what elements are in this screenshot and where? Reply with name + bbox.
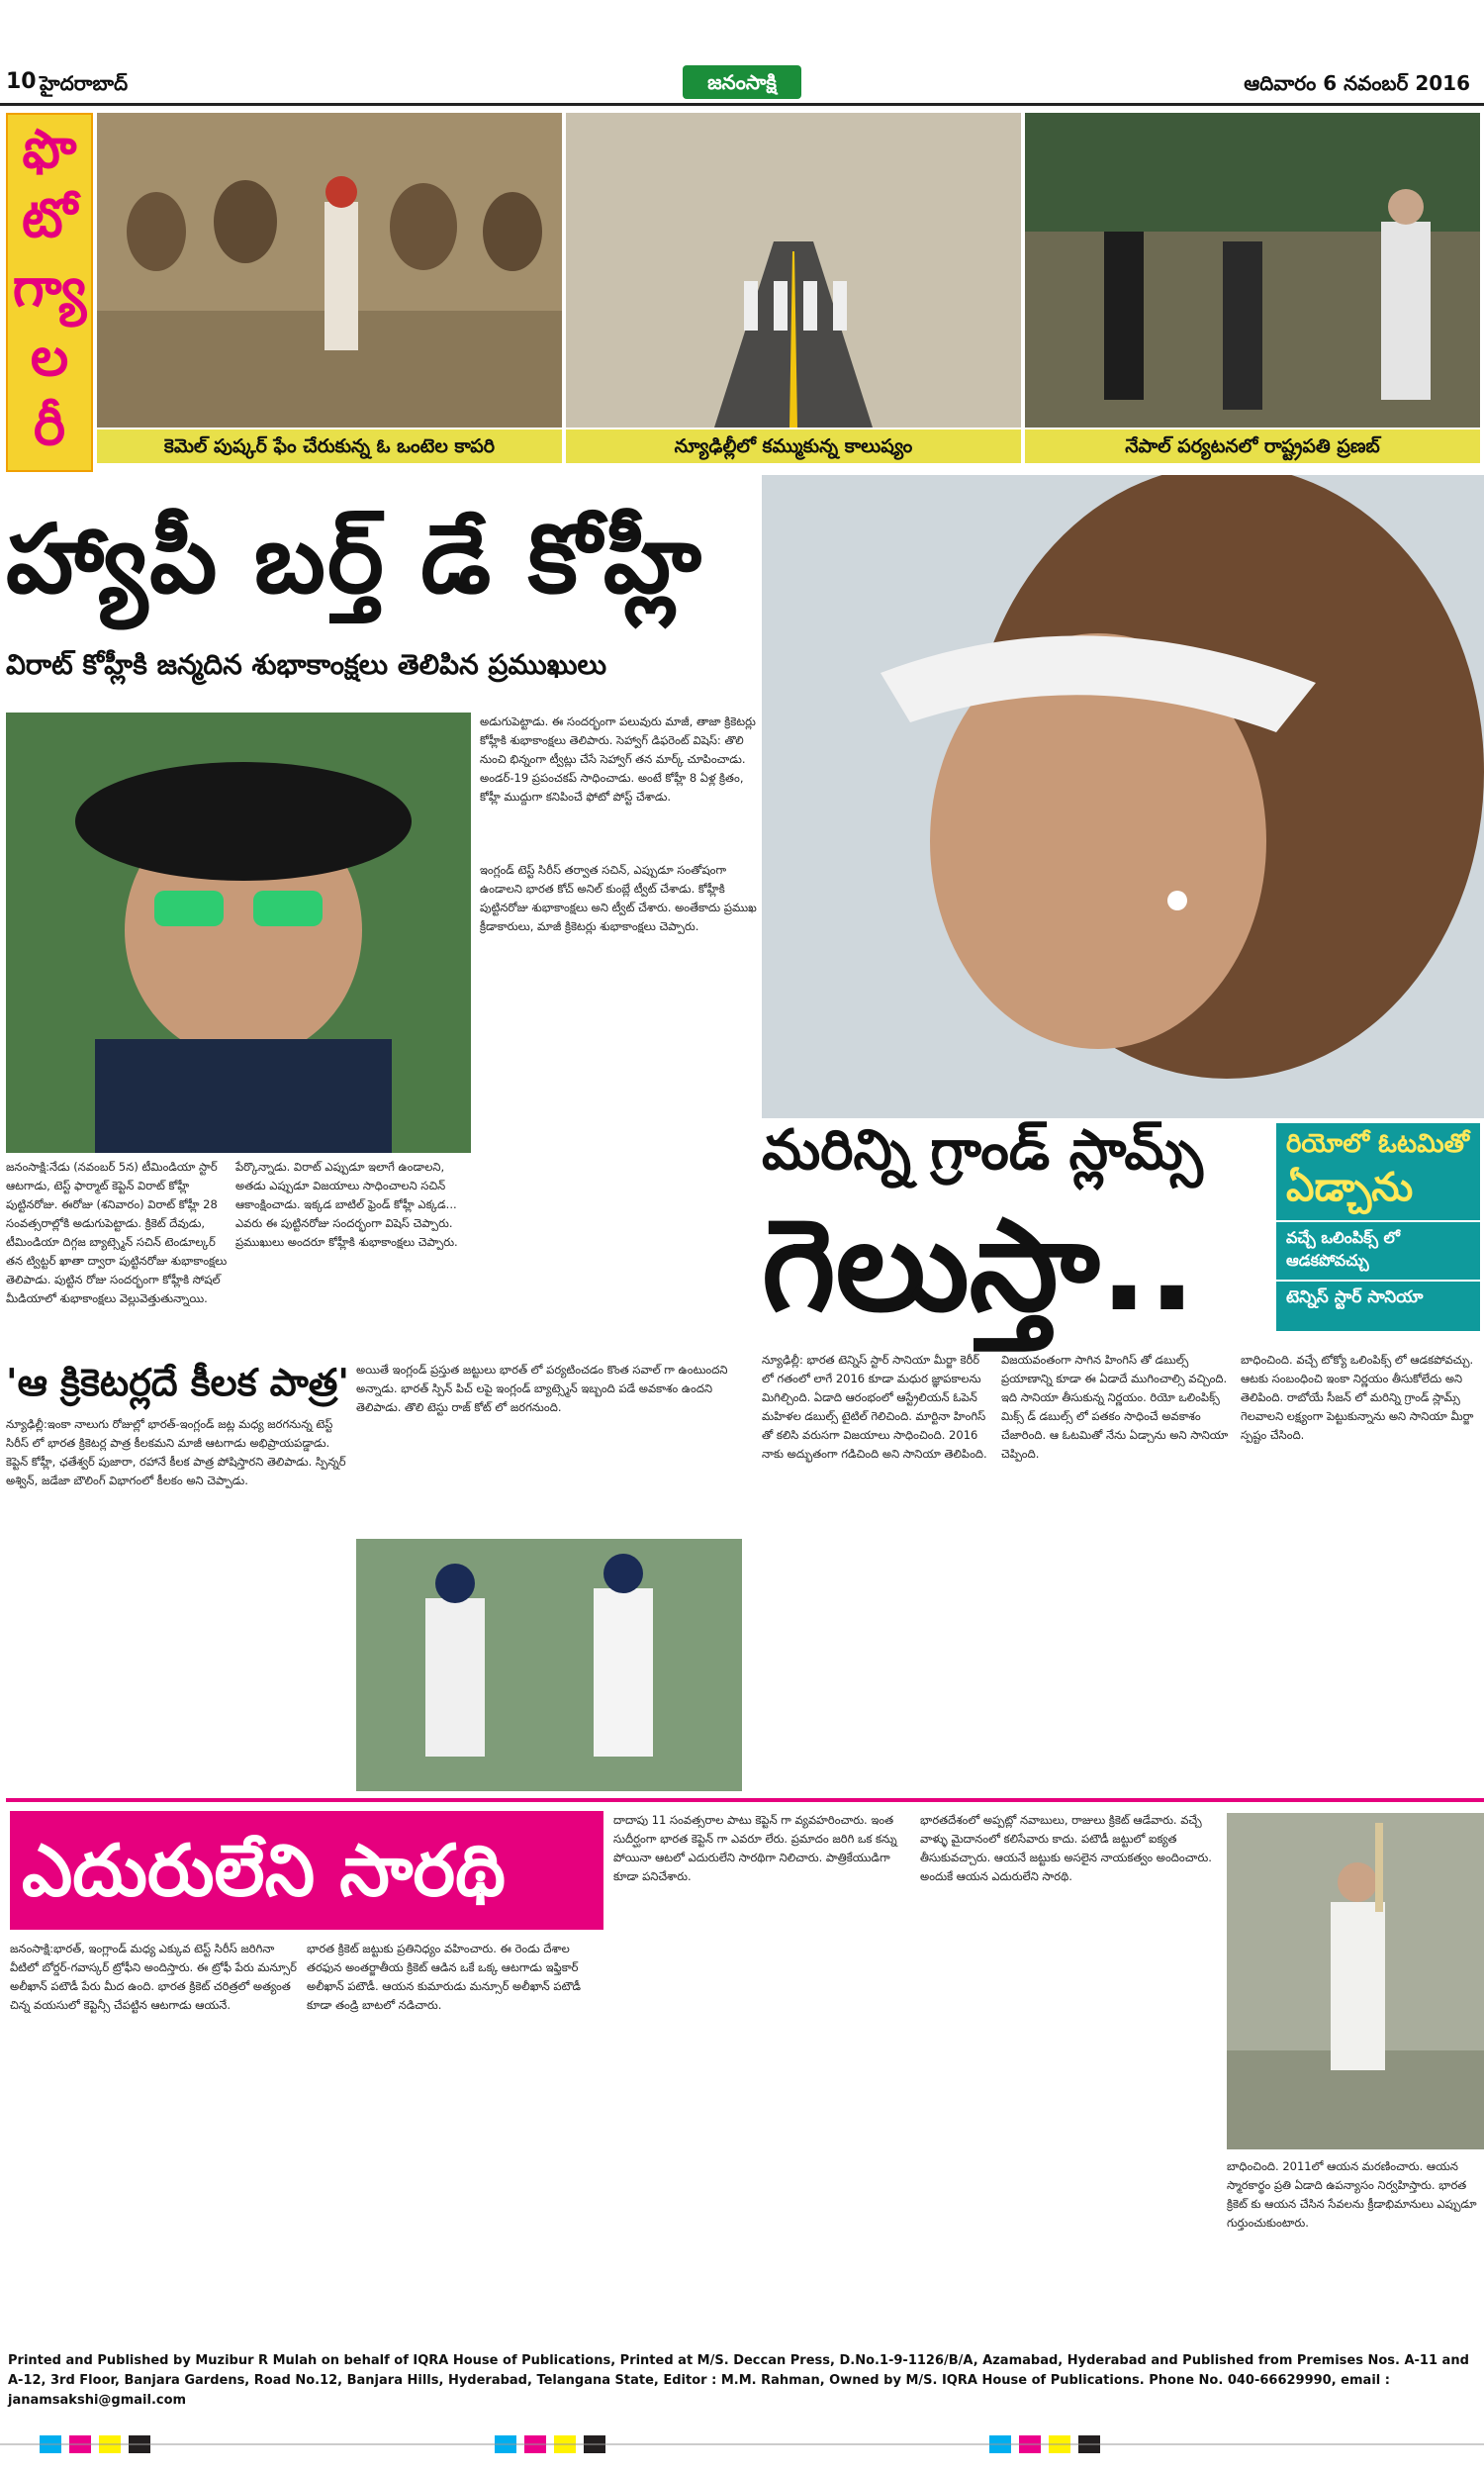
photo-gallery-label	[6, 113, 93, 472]
kohli-headline: హ్యాపీ బర్త్ డే కోహ్లీ	[6, 504, 703, 615]
sania-text-col3: బాధించింది. వచ్చే టోక్యో ఒలింపిక్స్ లో ఆడకపోవచ్చు. ఆటకు సంబంధించి ఇంకా నిర్ణయం తీసుకోలేదు అని తెలిపింది. రాబోయే సీజన్ లో మరిన్ని గ్రాండ్ స్లామ్స్ గెలవాలని లక్ష్యంగా పెట్టుకున్నాను అని సానియా మీర్జా స్పష్టం చేసింది.	[1241, 1353, 1474, 1442]
sania-headline-small: మరిన్ని గ్రాండ్ స్లామ్స్	[762, 1118, 1203, 1183]
cricketers-text-col1: న్యూఢిల్లీ:ఇంకా నాలుగు రోజుల్లో భారత్-ఇంగ్లండ్ జట్ల మధ్య జరగనున్న టెస్ట్ సిరీస్ లో భారత క్రికెటర్ల పాత్ర కీలకమని మాజీ ఆటగాడు అభిప్రాయపడ్డాడు. కెప్టెన్ కోహ్లీ, ఛతేశ్వర్ పుజారా, రహానే కీలక పాత్ర పోషిస్తారని తెలిపాడు. స్పిన్నర్ అశ్విన్, జడేజా బౌలింగ్ విభాగంలో కీలకం అని చెప్పాడు.	[6, 1417, 346, 1487]
pataudi-headline: ఎదురులేని సారథి	[10, 1811, 603, 1930]
highlight-line-4: టెన్నిస్ స్టార్ సానియా	[1276, 1280, 1480, 1317]
newspaper-logo: జనంసాక్షి	[683, 65, 801, 99]
gallery-label-char: ఫొ	[22, 118, 77, 180]
highlight-line-3: వచ్చే ఒలింపిక్స్ లో ఆడకపోవచ్చు	[1276, 1220, 1480, 1280]
kohli-text-col3: అడుగుపెట్టాడు. ఈ సందర్భంగా పలువురు మాజీ, తాజా క్రికెటర్లు కోహ్లీకి శుభాకాంక్షలు తెలిపారు. సెహ్వాగ్ డిఫరెంట్ విషెస్: తొలి నుంచి భిన్నంగా ట్వీట్లు చేసే సెహ్వాగ్ తన మార్క్ చూపించాడు. అండర్-19 ప్రపంచకప్ సాధించాడు. అంటే కోహ్లీ 8 ఏళ్ల క్రితం, కోహ్లీ ముద్దుగా కనిపించే ఫోటో పోస్ట్ చేశాడు.	[480, 714, 756, 804]
kohli-text-col2: పేర్కొన్నాడు. విరాట్ ఎప్పుడూ ఇలాగే ఉండాలని, అతడు ఎప్పుడూ విజయాలు సాధించాలని సచిన్ ఆకాంక్షించాడు. ఇక్కడ బాటిల్ ఫ్రెండ్ కోహ్లీ ఎక్కడ... ఎవరు ఈ పుట్టినరోజు సందర్భంగా విషెస్ చెప్పారు. ప్రముఖులు అందరూ కోహ్లీకి శుభాకాంక్షలు చెప్పారు.	[235, 1160, 458, 1249]
camel-herder-photo	[97, 113, 562, 428]
registration-color-bar	[0, 2429, 1484, 2459]
section-divider	[6, 1798, 1484, 1802]
pataudi-text-col5: బాధించింది. 2011లో ఆయన మరణించారు. ఆయన స్మారకార్థం ప్రతి ఏడాది ఉపన్యాసం నిర్వహిస్తారు. భారత క్రికెట్ కు ఆయన చేసిన సేవలను క్రీడాభిమానులు ఎప్పుడూ గుర్తుంచుకుంటారు.	[1227, 2159, 1477, 2230]
gallery-label-char: రీ	[33, 395, 66, 457]
gallery-label-char: గ్యా	[12, 256, 87, 319]
highlight-line-1: రియోలో ఓటమితో	[1286, 1129, 1469, 1159]
pataudi-photo	[1227, 1813, 1484, 2149]
test-match-image	[356, 1539, 742, 1791]
pataudi-text-col3: దాదాపు 11 సంవత్సరాల పాటు కెప్టెన్ గా వ్యవహరించారు. ఇంత సుదీర్ఘంగా భారత కెప్టెన్ గా ఎవరూ లేరు. ప్రమాదం జరిగి ఒక కన్ను పోయినా ఆటలో ఎదురులేని సారథిగా నిలిచారు. పాత్రికేయుడిగా కూడా పనిచేశారు.	[613, 1813, 897, 1883]
header-rule	[0, 103, 1484, 106]
pataudi-text-col2: భారత క్రికెట్ జట్టుకు ప్రతినిధ్యం వహించారు. ఈ రెండు దేశాల తరఫున అంతర్జాతీయ క్రికెట్ ఆడిన ఒకే ఒక్క ఆటగాడు ఇఫ్తికార్ అలీఖాన్ పటౌడీ. ఆయన కుమారుడు మన్సూర్ అలీఖాన్ పటౌడీ కూడా తండ్రి బాటలో నడిచారు.	[307, 1942, 582, 2012]
pataudi-text-col4: భారతదేశంలో అప్పట్లో నవాబులు, రాజులు క్రికెట్ ఆడేవారు. వచ్చే వాళ్ళు మైదానంలో కలిసేవారు కాదు. పటౌడీ జట్టులో ఐక్యత తీసుకువచ్చారు. ఆయనే జట్టుకు అసలైన నాయకత్వం అందించారు. అందుకే ఆయన ఎదురులేని సారథి.	[920, 1813, 1212, 1883]
pataudi-image	[1227, 1813, 1484, 2149]
delhi-smog-photo	[566, 113, 1021, 428]
sania-highlight-box	[1276, 1123, 1480, 1331]
cricketers-text-col2: అయితే ఇంగ్లండ్ ప్రస్తుత జట్టులు భారత్ లో పర్యటించడం కొంత సవాల్ గా ఉంటుందని అన్నాడు. భారత్ స్పిన్ పిచ్ లపై ఇంగ్లండ్ బ్యాట్స్మెన్ ఇబ్బంది పడే అవకాశం ఉందని తెలిపాడు. తొలి టెస్టు రాజ్ కోట్ లో జరగనుంది.	[356, 1363, 728, 1414]
sania-text-col1: న్యూఢిల్లీ: భారత టెన్నిస్ స్టార్ సానియా మీర్జా కెరీర్ లో గతంలో లాగే 2016 కూడా మధుర జ్ఞాపకాలను మిగిల్చింది. ఏడాది ఆరంభంలో ఆస్ట్రేలియన్ ఓపెన్ మహిళల డబుల్స్ టైటిల్ గెలిచింది. మార్టినా హింగిస్ తో కలిసి వరుసగా విజయాలు సాధించింది. 2016 నాకు అద్భుతంగా గడిచింది అని సానియా తెలిపింది.	[762, 1353, 987, 1461]
kohli-text-col1: జనంసాక్షి:నేడు (నవంబర్ 5న) టీమిండియా స్టార్ ఆటగాడు, టెస్ట్ ఫార్మాట్ కెప్టెన్ విరాట్ కోహ్లీ పుట్టినరోజు. ఈరోజు (శనివారం) విరాట్ కోహ్లీ 28 సంవత్సరాల్లోకి అడుగుపెట్టాడు. క్రికెట్ దేవుడు, టీమిండియా దిగ్గజ బ్యాట్స్మెన్ సచిన్ టెండూల్కర్ తన ట్విట్టర్ ఖాతా ద్వారా పుట్టినరోజు శుభాకాంక్షలు తెలిపాడు. పుట్టిన రోజు సందర్భంగా కోహ్లీకి సోషల్ మీడియాలో శుభాకాంక్షలు వెల్లువెత్తుతున్నాయి.	[6, 1160, 228, 1305]
sania-headline-big: గెలుస్తా..	[762, 1192, 1196, 1340]
gallery-caption-1: కెమెల్ పుష్కర్ ఫేం చేరుకున్న ఓ ఒంటెల కాపరి	[97, 429, 562, 463]
page-number: 10	[6, 69, 37, 94]
gallery-caption-2: న్యూఢిల్లీలో కమ్ముకున్న కాలుష్యం	[566, 429, 1021, 463]
kohli-subheadline: విరాట్ కోహ్లీకి జన్మదిన శుభాకాంక్షలు తెలిపిన ప్రముఖులు	[6, 648, 607, 681]
test-match-photo	[356, 1539, 742, 1791]
color-registration-marks	[0, 2429, 1484, 2459]
gallery-label-char: ల	[30, 326, 69, 388]
sania-photo	[762, 475, 1484, 1118]
sania-text-col2: విజయవంతంగా సాగిన హింగిస్ తో డబుల్స్ ప్రయాణాన్ని కూడా ఈ ఏడాదే ముగించాల్సి వచ్చింది. ఇది సానియా తీసుకున్న నిర్ణయం. రియో ఒలింపిక్స్ మిక్స్ డ్ డబుల్స్ లో పతకం సాధించే అవకాశం చేజారింది. ఆ ఓటమితో నేను ఏడ్చాను అని సానియా చెప్పింది.	[1001, 1353, 1229, 1461]
gallery-caption-3: నేపాల్ పర్యటనలో రాష్ట్రపతి ప్రణబ్	[1025, 429, 1480, 463]
gallery-label-char: టో	[21, 187, 78, 249]
kohli-photo	[6, 713, 471, 1153]
kohli-text-col4: ఇంగ్లండ్ టెస్ట్ సిరీస్ తర్వాత సచిన్, ఎప్పుడూ సంతోషంగా ఉండాలని భారత కోచ్ అనిల్ కుంబ్లే ట్వీట్ చేశాడు. కోహ్లీకి పుట్టినరోజు శుభాకాంక్షలు అని ట్వీట్ చేశారు. అంతేకాదు ప్రముఖ క్రీడాకారులు, మాజీ క్రికెటర్లు శుభాకాంక్షలు చెప్పారు.	[480, 863, 757, 933]
pataudi-text-col1: జనంసాక్షి:భారత్, ఇంగ్లాండ్ మధ్య ఎక్కువ టెస్ట్ సిరీస్ జరిగినా వీటిలో బోర్డర్-గవాస్కర్ ట్రోఫీని అందిస్తారు. ఈ ట్రోఫీ పేరు మన్సూర్ అలీఖాన్ పటౌడీ పేరు మీద ఉంది. భారత క్రికెట్ చరిత్రలో అత్యంత చిన్న వయసులో కెప్టెన్సీ చేపట్టిన ఆటగాడు ఆయనే.	[10, 1942, 297, 2012]
kohli-image	[6, 713, 471, 1153]
city-label: హైదరాబాద్	[40, 71, 129, 95]
camel-herder-image	[97, 113, 562, 428]
president-nepal-photo	[1025, 113, 1480, 428]
cricketers-headline: 'ఆ క్రికెటర్లదే కీలక పాత్ర'	[6, 1361, 350, 1404]
footer-imprint: Printed and Published by Muzibur R Mulah on behalf of IQRA House of Publications, Printed at M/S. Deccan Press, D.No.1-9-1126/B/A, Azamabad, Hyderabad and Published from Premises Nos. A-11 and A-12, 3rd Floor, Banjara Gardens, Road No.12, Banjara Hills, Hyderabad, Telangana State, Editor : M.M. Rahman, Owned by M/S. IQRA House of Publications. Phone No. 040-66629990, email : janamsakshi@gmail.com	[8, 2353, 1469, 2408]
highlight-line-2: ఏడ్చాను	[1286, 1165, 1414, 1210]
issue-date: ఆదివారం 6 నవంబర్ 2016	[1244, 71, 1470, 95]
sania-image	[762, 475, 1484, 1118]
president-nepal-image	[1025, 113, 1480, 428]
delhi-smog-image	[566, 113, 1021, 428]
